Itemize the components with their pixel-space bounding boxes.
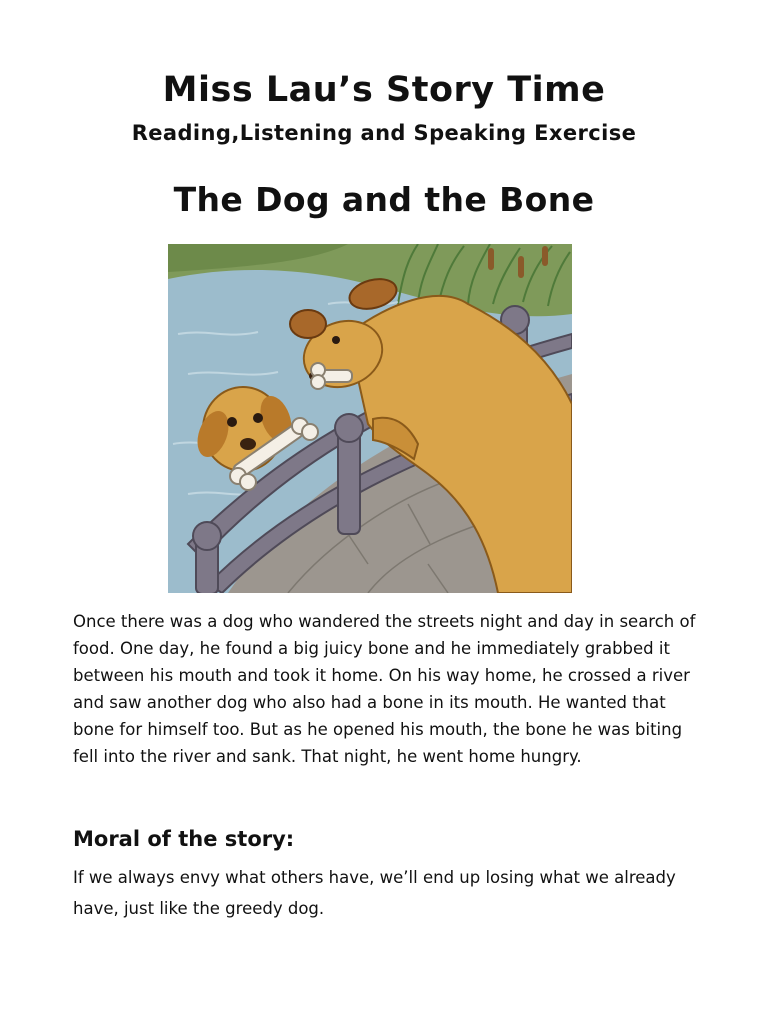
dog-and-bone-picture	[168, 244, 572, 593]
page-subtitle: Reading,Listening and Speaking Exercise	[131, 121, 637, 145]
story-title: The Dog and the Bone	[173, 180, 595, 219]
story-illustration	[168, 244, 572, 593]
moral-text: If we always envy what others have, we’ll end up losing what we already have, just like the greedy dog.	[73, 868, 676, 918]
story-body: Once there was a dog who wandered the streets night and day in search of food. One day, he found a big juicy bone and he immediately grabbed it between his mouth and took it home. On his way home, he crossed a river and saw another dog who also had a bone in its mouth. He wanted that bone for himself too. But as he opened his mouth, the bone he was biting fell into the river and sank. That night, he went home hungry.	[73, 612, 696, 766]
page-title: Miss Lau’s Story Time	[162, 70, 606, 110]
moral-heading: Moral of the story:	[73, 827, 295, 851]
